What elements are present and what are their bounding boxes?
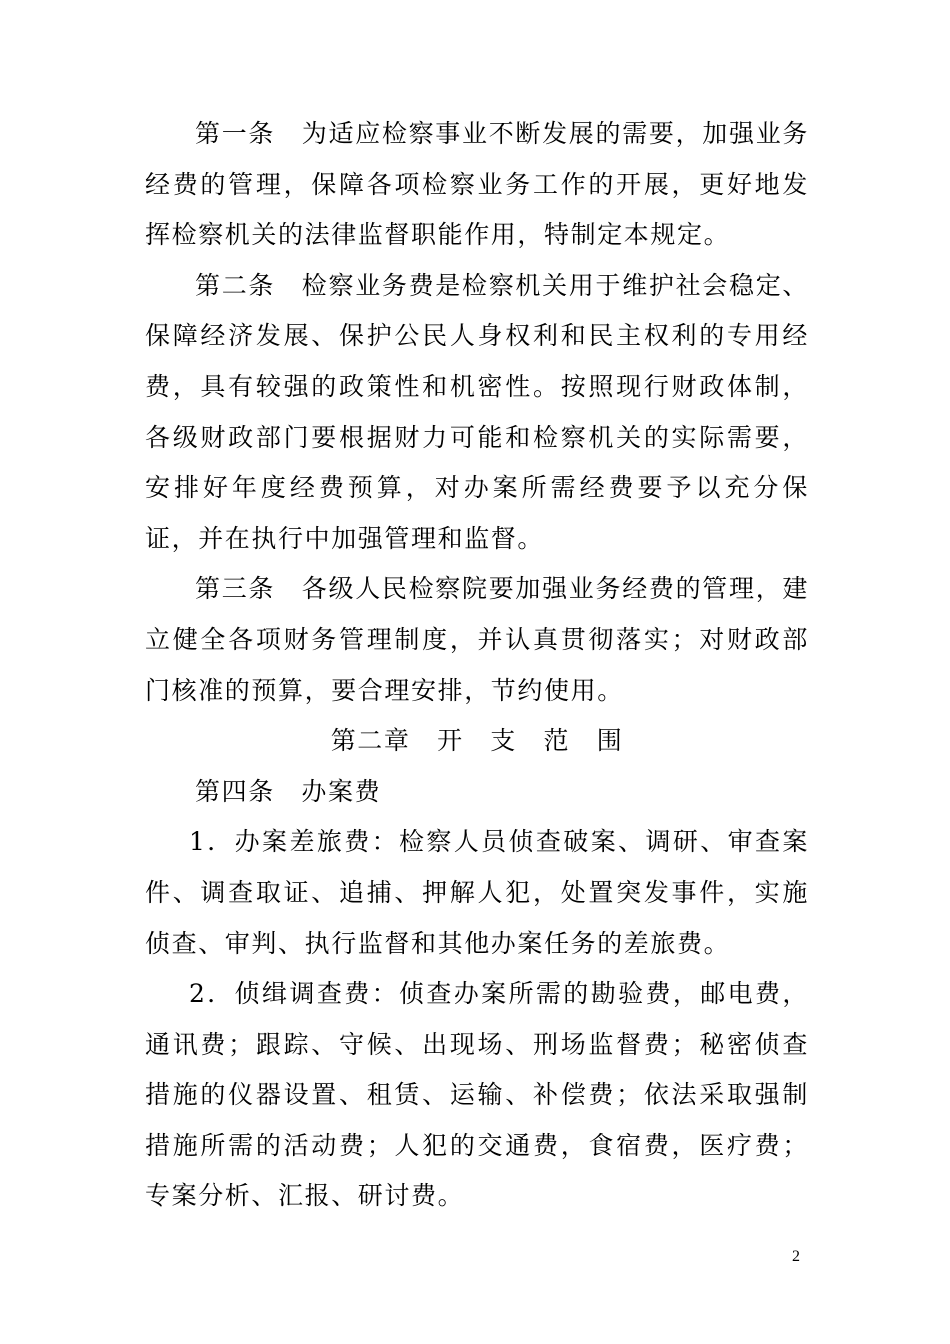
list-item-travel-expenses: 1．办案差旅费：检察人员侦查破案、调研、审查案件、调查取证、追捕、押解人犯，处置突发事件，实施侦查、审判、执行监督和其他办案任务的差旅费。 — [145, 827, 809, 958]
article-three: 第三条 各级人民检察院要加强业务经费的管理，建立健全各项财务管理制度，并认真贯彻落实；对财政部门核准的预算，要合理安排，节约使用。 — [145, 574, 809, 705]
article-two: 第二条 检察业务费是检察机关用于维护社会稳定、保障经济发展、保护公民人身权利和民主权利的专用经费，具有较强的政策性和机密性。按照现行财政体制，各级财政部门要根据财力可能和检察机关的实际需要，安排好年度经费预算，对办案所需经费要予以充分保证，并在执行中加强管理和监督。 — [145, 270, 809, 553]
article-one: 第一条 为适应检察事业不断发展的需要，加强业务经费的管理，保障各项检察业务工作的开展，更好地发挥检察机关的法律监督职能作用，特制定本规定。 — [145, 119, 809, 250]
document-body — [145, 109, 809, 1222]
chapter-heading: 第二章 开 支 范 围 — [330, 726, 624, 756]
article-four-heading: 第四条 办案费 — [195, 776, 382, 806]
page-number: 2 — [792, 1248, 800, 1265]
list-item-investigation-expenses: 2．侦缉调查费：侦查办案所需的勘验费，邮电费，通讯费；跟踪、守候、出现场、刑场监督费；秘密侦查措施的仪器设置、租赁、运输、补偿费；依法采取强制措施所需的活动费；人犯的交通费，食宿费，医疗费；专案分析、汇报、研讨费。 — [145, 979, 809, 1211]
